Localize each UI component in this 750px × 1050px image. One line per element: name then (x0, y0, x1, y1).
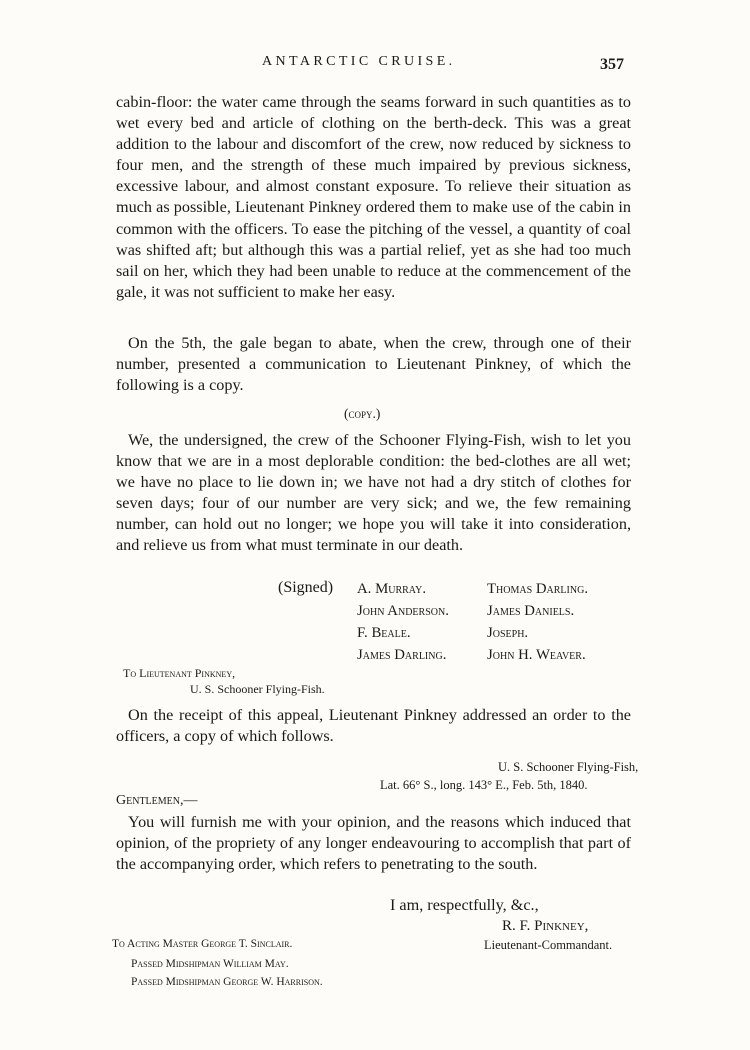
letter-heading-line-1: U. S. Schooner Flying-Fish, (498, 760, 639, 774)
signatory: A. Murray. (357, 581, 427, 597)
running-title: ANTARCTIC CRUISE. (262, 54, 456, 69)
recipient: Passed Midshipman George W. Harrison. (131, 976, 323, 988)
paragraph-2: On the 5th, the gale began to abate, when the crew, through one of their number, presented a communication to Lieutenant Pinkney, of which the following is a copy. (116, 334, 631, 395)
page-number: 357 (600, 56, 624, 73)
letter-closing: I am, respectfully, &c., (390, 896, 539, 914)
signatory: James Daniels. (487, 603, 575, 619)
signed-label: (Signed) (278, 579, 334, 596)
petition-addressee-line-1: To Lieutenant Pinkney, (123, 666, 236, 680)
letter-body: You will furnish me with your opinion, and the reasons which induced that opinion, of the propriety of any longer endeavouring to accomplish that part of the accompanying order, which refers to penetrating to the south. (116, 813, 631, 874)
signatories-list (357, 580, 637, 665)
paragraph-1: cabin-floor: the water came through the seams forward in such quantities as to wet every bed and article of clothing on the berth-deck. This was a great addition to the labour and discomfort of the crew, now reduced by sickness to four men, and the strength of these much impaired by previous sickness, excessive labour, and almost constant exposure. To relieve their situation as much as possible, Lieutenant Pinkney ordered them to make use of the cabin in common with the officers. To ease the pitching of the vessel, a quantity of coal was shifted aft; but although this was a partial relief, yet as she had too much sail on her, which they had been unable to reduce at the commencement of the gale, it was not sufficient to make her easy. (116, 93, 631, 301)
recipient: To Acting Master George T. Sinclair. (112, 938, 293, 950)
signatory: John H. Weaver. (487, 647, 586, 663)
salutation: Gentlemen,— (116, 793, 198, 808)
copy-label: (copy.) (344, 406, 381, 421)
signatory: John Anderson. (357, 603, 449, 619)
signatory: Joseph. (487, 625, 529, 641)
paragraph-3: On the receipt of this appeal, Lieutenant Pinkney addressed an order to the officers, a copy of which follows. (116, 706, 631, 746)
petition-text: We, the undersigned, the crew of the Schooner Flying-Fish, wish to let you know that we are in a most deplorable condition: the bed-clothes are all wet; we have no place to lie down in; we have not had a dry stitch of clothes for seven days; four of our number are very sick; and we, the few remaining number, can hold out no longer; we hope you will take it into consideration, and relieve us from what must terminate in our death. (116, 431, 631, 555)
signatory: F. Beale. (357, 625, 411, 641)
signatory: James Darling. (357, 647, 447, 663)
signatory: Thomas Darling. (487, 581, 589, 597)
signature-title: Lieutenant-Commandant. (484, 938, 613, 952)
letter-heading-line-2: Lat. 66° S., long. 143° E., Feb. 5th, 1840. (380, 778, 588, 792)
signature-name: R. F. Pinkney, (502, 918, 589, 934)
recipient: Passed Midshipman William May. (131, 958, 289, 970)
petition-addressee-line-2: U. S. Schooner Flying-Fish. (190, 682, 325, 696)
